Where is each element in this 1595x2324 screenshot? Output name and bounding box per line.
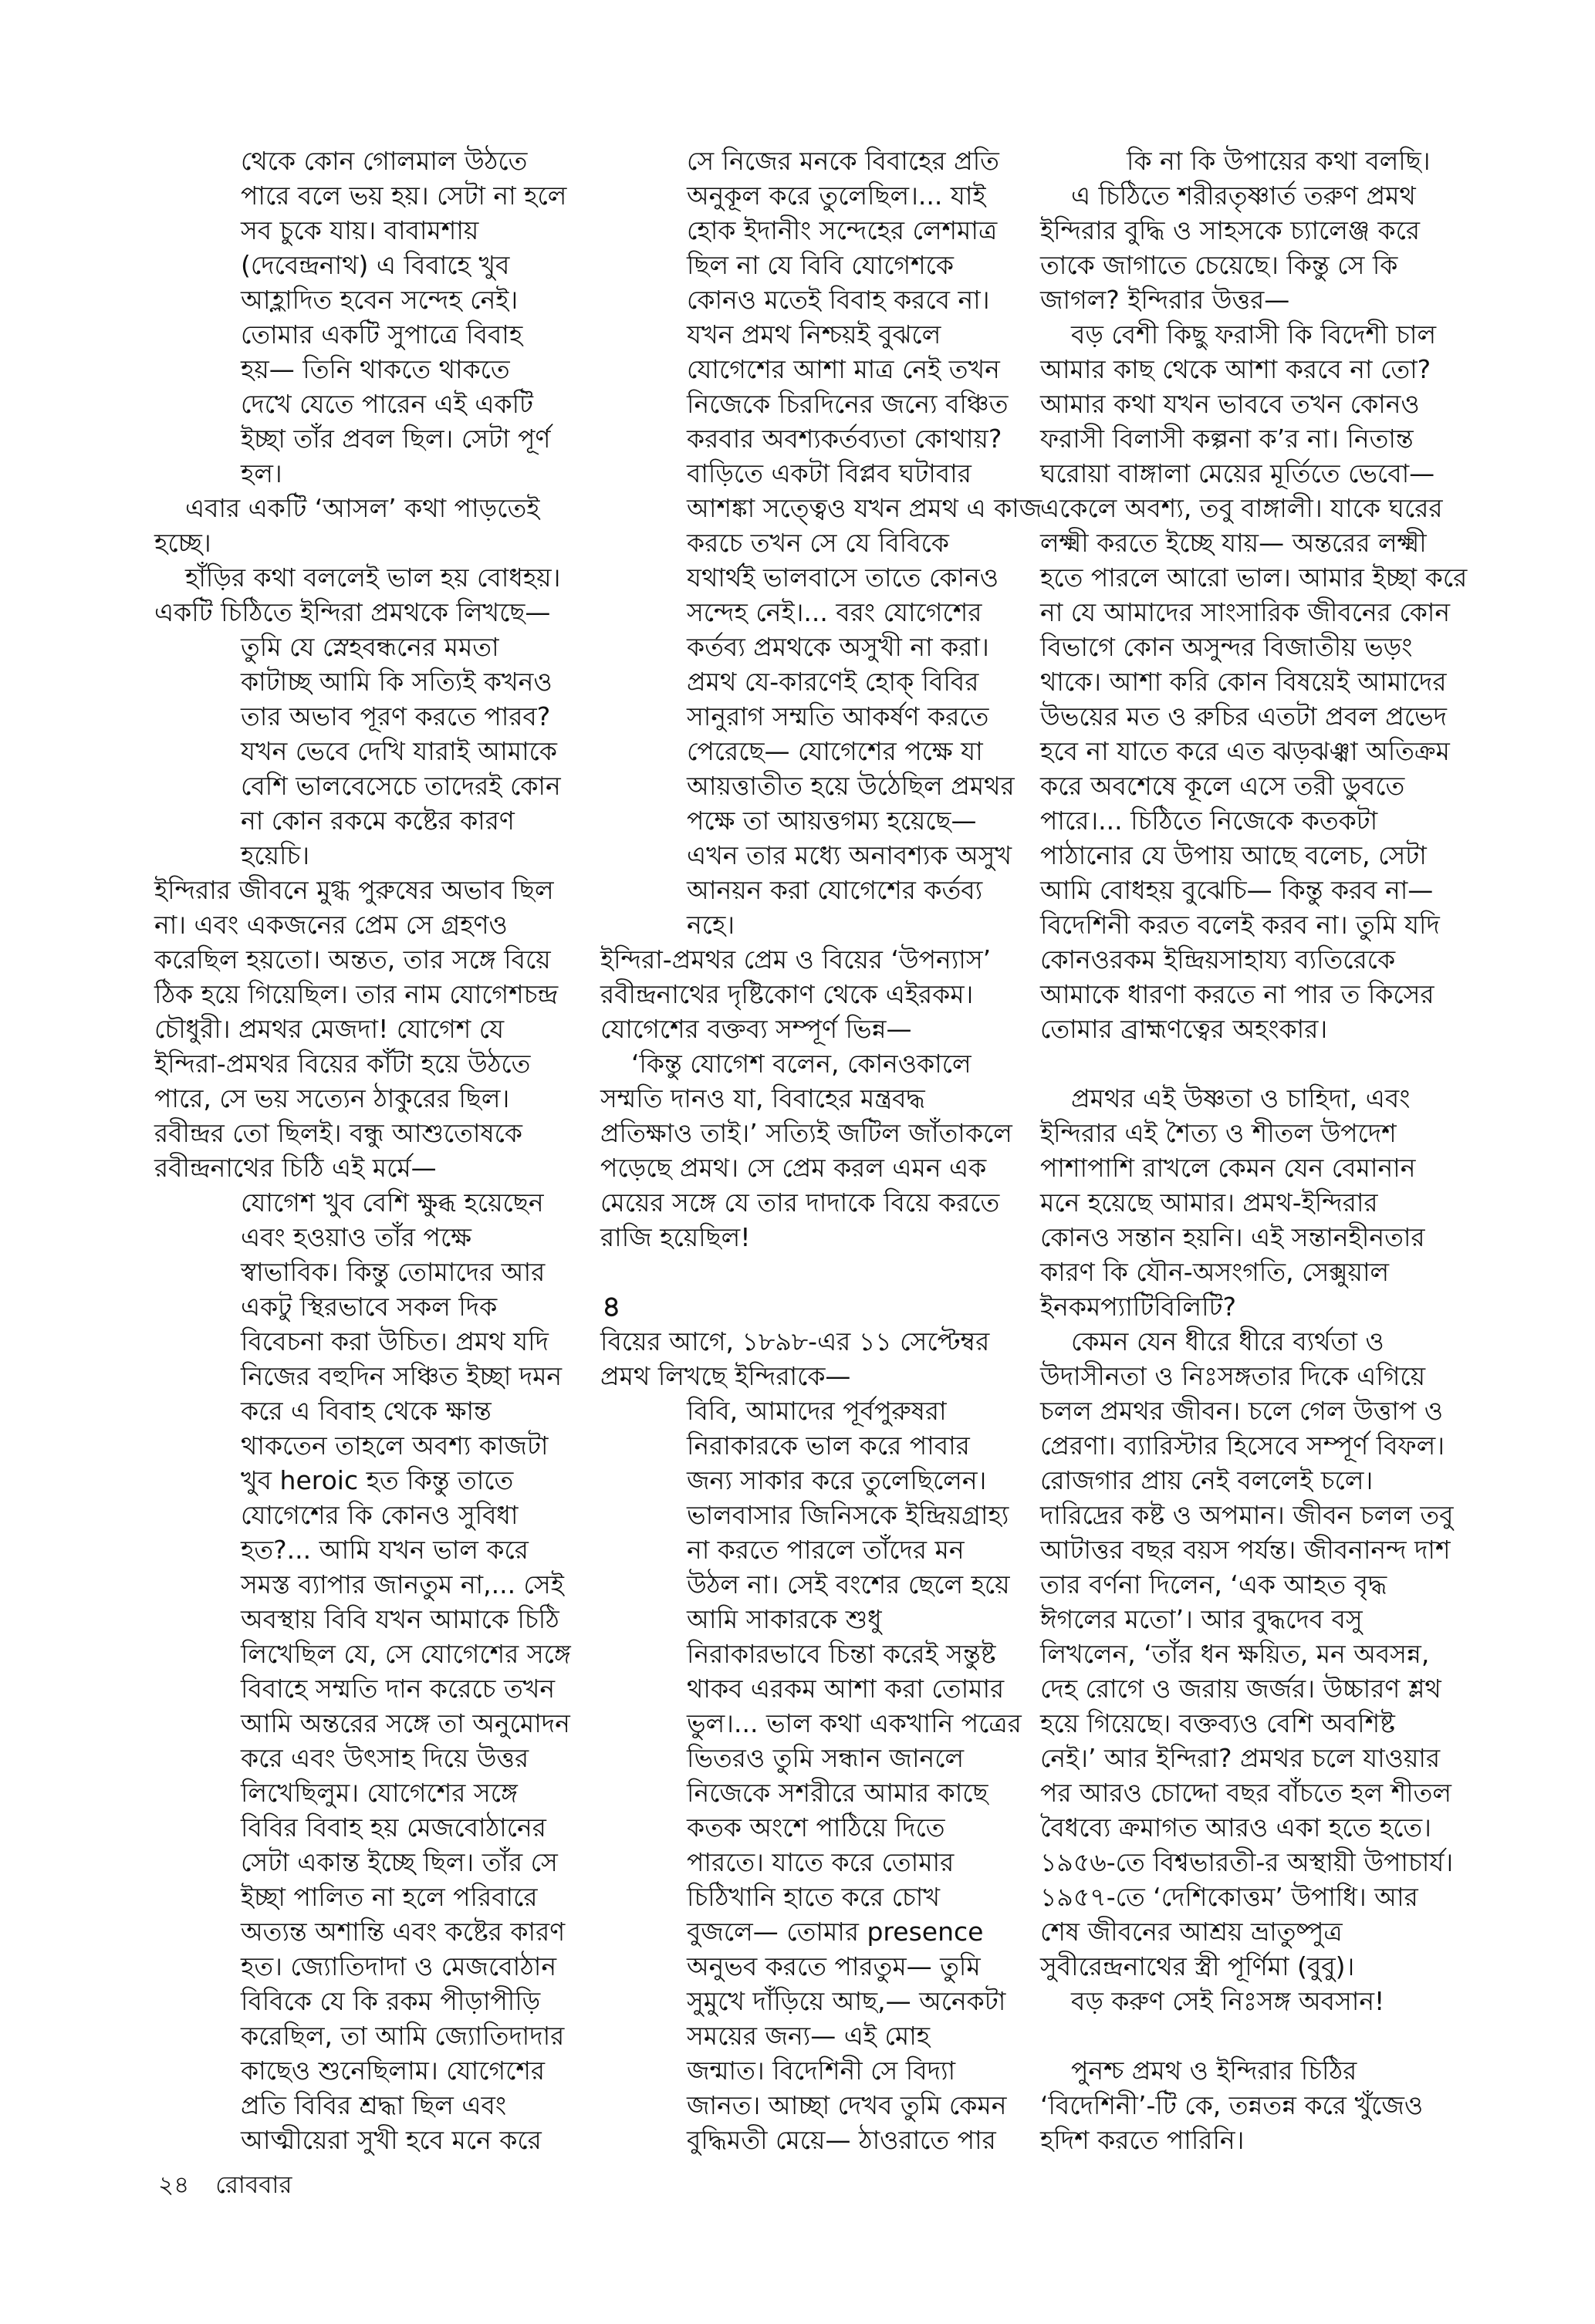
text-line: চিঠিখানি হাতে করে চোখ: [687, 1882, 941, 1912]
text-line: পড়েছে প্রমথ। সে প্রেম করল এমন এক: [600, 1153, 987, 1183]
text-line: নিরাকারভাবে চিন্তা করেই সন্তুষ্ট: [687, 1639, 996, 1669]
text-line: আনয়ন করা যোগেশের কর্তব্য: [687, 875, 983, 905]
text-line: কি না কি উপায়ের কথা বলছি।: [1127, 146, 1431, 176]
text-line: করে এবং উৎসাহ দিয়ে উত্তর: [241, 1743, 529, 1773]
text-line: এবং হওয়াও তাঁর পক্ষে: [241, 1222, 471, 1252]
text-line: একটি চিঠিতে ইন্দিরা প্রমথকে লিখছে—: [154, 597, 551, 627]
text-line: সেটা একান্ত ইচ্ছে ছিল। তাঁর সে: [241, 1847, 558, 1877]
text-line: দারিদ্রের কষ্ট ও অপমান। জীবন চলল তবু: [1040, 1500, 1454, 1530]
text-line: কোনও মতেই বিবাহ করবে না।: [687, 285, 990, 315]
text-line: উঠল না। সেই বংশের ছেলে হয়ে: [687, 1569, 1010, 1599]
text-line: করেছিল, তা আমি জ্যোতিদাদার: [241, 2021, 565, 2051]
text-line: একেলে অবশ্য, তবু বাঙ্গালী। যাকে ঘরের: [1040, 493, 1443, 523]
text-line: থাকতেন তাহলে অবশ্য কাজটা: [241, 1431, 549, 1461]
text-line: শেষ জীবনের আশ্রয় ভ্রাতুষ্পুত্র: [1040, 1917, 1343, 1947]
text-line: প্রমথর এই উষ্ণতা ও চাহিদা, এবং: [1071, 1083, 1411, 1113]
text-line: ভিতরও তুমি সন্ধান জানলে: [687, 1743, 965, 1773]
text-line: ঘরোয়া বাঙ্গালা মেয়ের মূর্তিতে ভেবো—: [1040, 458, 1435, 488]
text-line: ঠিক হয়ে গিয়েছিল। তার নাম যোগেশচন্দ্র: [154, 979, 559, 1009]
text-line: হাঁড়ির কথা বললেই ভাল হয় বোধহয়।: [185, 562, 561, 593]
text-line: নিরাকারকে ভাল করে পাবার: [687, 1431, 970, 1461]
text-line: রাজি হয়েছিল!: [600, 1222, 751, 1252]
text-line: প্রতিক্ষাও তাই।’ সত্যিই জটিল জাঁতাকলে: [600, 1118, 1012, 1148]
article-column-2: [600, 144, 1044, 2157]
text-line: আমি সাকারকে শুধু: [687, 1604, 882, 1634]
text-line: অনুকূল করে তুলেছিল।... যাই: [687, 181, 986, 211]
text-line: কোনওরকম ইন্দ্রিয়সাহায্য ব্যতিরেকে: [1040, 944, 1396, 975]
text-line: থেকে কোন গোলমাল উঠতে: [241, 146, 528, 176]
text-line: লিখলেন, ‘তাঁর ধন ক্ষয়িত, মন অবসন্ন,: [1040, 1639, 1430, 1669]
text-line: না কোন রকমে কষ্টের কারণ: [241, 806, 515, 836]
text-line: ইন্দিরা-প্রমথর প্রেম ও বিয়ের ‘উপন্যাস’: [600, 944, 992, 975]
text-line: বিবেচনা করা উচিত। প্রমথ যদি: [241, 1326, 549, 1356]
text-line: (দেবেন্দ্রনাথ) এ বিবাহে খুব: [241, 250, 510, 280]
text-line: হতে পারলে আরো ভাল। আমার ইচ্ছা করে: [1040, 562, 1468, 593]
text-line: ইচ্ছা তাঁর প্রবল ছিল। সেটা পূর্ণ: [241, 424, 551, 454]
text-line: কোনও সন্তান হয়নি। এই সন্তানহীনতার: [1040, 1222, 1425, 1252]
text-line: বিয়ের আগে, ১৮৯৮-এর ১১ সেপ্টেম্বর: [600, 1326, 990, 1356]
text-line: আমি বোধহয় বুঝেচি— কিন্তু করব না—: [1040, 875, 1434, 905]
blank-line: [1040, 2018, 1484, 2053]
text-line: না যে আমাদের সাংসারিক জীবনের কোন: [1040, 597, 1451, 627]
text-line: খুব heroic হত কিন্তু তাতে: [241, 1465, 514, 1495]
text-line: যখন প্রমথ নিশ্চয়ই বুঝলে: [687, 319, 941, 350]
text-line: সানুরাগ সম্মতি আকর্ষণ করতে: [687, 701, 989, 731]
text-line: হয়ে গিয়েছে। বক্তব্যও বেশি অবশিষ্ট: [1040, 1708, 1395, 1738]
text-line: হয়েচি।: [241, 840, 310, 870]
section-number: ৪: [602, 1289, 621, 1323]
text-line: কাটাচ্ছ আমি কি সত্যিই কখনও: [241, 667, 553, 697]
text-line: বড় বেশী কিছু ফরাসী কি বিদেশী চাল: [1071, 319, 1437, 350]
text-line: বিবাহে সম্মতি দান করেচে তখন: [241, 1674, 556, 1704]
text-line: হদিশ করতে পারিনি।: [1040, 2125, 1245, 2155]
text-line: আত্মীয়েরা সুখী হবে মনে করে: [241, 2125, 542, 2155]
text-line: দেহ রোগে ও জরায় জর্জর। উচ্চারণ শ্লথ: [1040, 1674, 1441, 1704]
text-line: পর আরও চোদ্দো বছর বাঁচতে হল শীতল: [1040, 1778, 1451, 1808]
text-line: বেশি ভালবেসেচে তাদেরই কোন: [241, 771, 561, 801]
text-line: না। এবং একজনের প্রেম সে গ্রহণও: [154, 910, 508, 940]
text-line: বিভাগে কোন অসুন্দর বিজাতীয় ভড়ং: [1040, 632, 1413, 662]
text-line: হল।: [241, 458, 282, 488]
text-line: জানত। আচ্ছা দেখব তুমি কেমন: [687, 2090, 1007, 2120]
text-line: না করতে পারলে তাঁদের মন: [687, 1535, 965, 1565]
text-line: অবস্থায় বিবি যখন আমাকে চিঠি: [241, 1604, 559, 1634]
text-line: হোক ইদানীং সন্দেহের লেশমাত্র: [687, 215, 998, 245]
text-line: যথার্থই ভালবাসে তাতে কোনও: [687, 562, 999, 593]
text-line: হবে না যাতে করে এত ঝড়ঝঞ্ঝা অতিক্রম: [1040, 736, 1450, 766]
text-line: তার বর্ণনা দিলেন, ‘এক আহত বৃদ্ধ: [1040, 1569, 1387, 1599]
text-line: কর্তব্য প্রমথকে অসুখী না করা।: [687, 632, 989, 662]
text-line: নেই।’ আর ইন্দিরা? প্রমথর চলে যাওয়ার: [1040, 1743, 1441, 1773]
text-line: সব চুকে যায়। বাবামশায়: [241, 215, 479, 245]
text-line: বুদ্ধিমতী মেয়ে— ঠাওরাতে পার: [687, 2125, 996, 2155]
text-line: আশঙ্কা সত্ত্বেও যখন প্রমথ এ কাজ: [687, 493, 1042, 523]
text-line: জন্মাত। বিদেশিনী সে বিদ্যা: [687, 2055, 956, 2086]
article-column-1: [154, 144, 598, 2157]
text-line: নিজেকে চিরদিনের জন্যে বঞ্চিত: [687, 389, 1009, 419]
text-line: আমাকে ধারণা করতে না পার ত কিসের: [1040, 979, 1434, 1009]
page-number: ২৪: [158, 2171, 190, 2199]
text-line: পারে, সে ভয় সত্যেন ঠাকুরের ছিল।: [154, 1083, 510, 1113]
text-line: এবার একটি ‘আসল’ কথা পাড়তেই: [185, 493, 540, 523]
text-line: প্রতি বিবির শ্রদ্ধা ছিল এবং: [241, 2090, 507, 2120]
text-line: যোগেশের আশা মাত্র নেই তখন: [687, 354, 1000, 384]
text-line: অনুভব করতে পারতুম— তুমি: [687, 1951, 981, 1981]
text-line: পাঠানোর যে উপায় আছে বলেচ, সেটা: [1040, 840, 1427, 870]
text-line: ইন্দিরার বুদ্ধি ও সাহসকে চ্যালেঞ্জ করে: [1040, 215, 1421, 245]
text-line: দেখে যেতে পারেন এই একটি: [241, 389, 533, 419]
text-line: ইন্দিরার জীবনে মুগ্ধ পুরুষের অভাব ছিল: [154, 875, 554, 905]
text-line: পক্ষে তা আয়ত্তগম্য হয়েছে—: [687, 806, 977, 836]
text-line: সম্মতি দানও যা, বিবাহের মন্ত্রবদ্ধ: [600, 1083, 925, 1113]
text-line: ইন্দিরা-প্রমথর বিয়ের কাঁটা হয়ে উঠতে: [154, 1049, 531, 1079]
text-line: কারণ কি যৌন-অসংগতি, সেক্সুয়াল: [1040, 1257, 1390, 1287]
text-line: আটাত্তর বছর বয়স পর্যন্ত। জীবনানন্দ দাশ: [1040, 1535, 1451, 1565]
text-line: জন্য সাকার করে তুলেছিলেন।: [687, 1465, 987, 1495]
text-line: থাকব এরকম আশা করা তোমার: [687, 1674, 1005, 1704]
blank-line: [1040, 1046, 1484, 1081]
text-line: তার অভাব পূরণ করতে পারব?: [241, 701, 551, 731]
text-line: রবীন্দ্রনাথের চিঠি এই মর্মে—: [154, 1153, 437, 1183]
text-line: প্রমথ যে-কারণেই হোক্‌ বিবির: [687, 667, 979, 697]
text-line: আমার কাছ থেকে আশা করবে না তো?: [1040, 354, 1431, 384]
text-line: রবীন্দ্রর তো ছিলই। বন্ধু আশুতোষকে: [154, 1118, 523, 1148]
text-line: ১৯৫৬-তে বিশ্বভারতী-র অস্থায়ী উপাচার্য।: [1040, 1847, 1454, 1877]
text-line: হচ্ছে।: [154, 528, 211, 558]
text-line: হয়— তিনি থাকতে থাকতে: [241, 354, 510, 384]
article-column-3: [1040, 144, 1484, 2157]
text-line: বৈধব্যে ক্রমাগত আরও একা হতে হতে।: [1040, 1812, 1431, 1843]
text-line: যোগেশের বক্তব্য সম্পূর্ণ ভিন্ন—: [600, 1014, 912, 1044]
text-line: বিদেশিনী করত বলেই করব না। তুমি যদি: [1040, 910, 1440, 940]
text-line: উভয়ের মত ও রুচির এতটা প্রবল প্রভেদ: [1040, 701, 1447, 731]
text-line: ছিল না যে বিবি যোগেশকে: [687, 250, 954, 280]
text-line: মেয়ের সঙ্গে যে তার দাদাকে বিয়ে করতে: [600, 1187, 1000, 1218]
text-line: যোগেশ খুব বেশি ক্ষুব্ধ হয়েছেন: [241, 1187, 544, 1218]
text-line: তাকে জাগাতে চেয়েছে। কিন্তু সে কি: [1040, 250, 1398, 280]
text-line: ‘বিদেশিনী’-টি কে, তন্নতন্ন করে খুঁজেও: [1040, 2090, 1424, 2120]
text-line: প্রমথ লিখছে ইন্দিরাকে—: [600, 1361, 851, 1391]
text-line: লিখেছিল যে, সে যোগেশের সঙ্গে: [241, 1639, 571, 1669]
text-line: পারে বলে ভয় হয়। সেটা না হলে: [241, 181, 567, 211]
text-line: আমি অন্তরের সঙ্গে তা অনুমোদন: [241, 1708, 570, 1738]
text-line: কেমন যেন ধীরে ধীরে ব্যর্থতা ও: [1071, 1326, 1384, 1356]
magazine-name: রোববার: [215, 2171, 292, 2199]
text-line: তোমার ব্রাহ্মণত্বের অহংকার।: [1040, 1014, 1328, 1044]
text-line: যখন ভেবে দেখি যারাই আমাকে: [241, 736, 557, 766]
text-line: ভুল।... ভাল কথা একখানি পত্রের: [687, 1708, 1022, 1738]
text-line: স্বাভাবিক। কিন্তু তোমাদের আর: [241, 1257, 546, 1287]
text-line: প্রেরণা। ব্যারিস্টার হিসেবে সম্পূর্ণ বিফল।: [1040, 1431, 1445, 1461]
text-line: মনে হয়েছে আমার। প্রমথ-ইন্দিরার: [1040, 1187, 1378, 1218]
text-line: লিখেছিলুম। যোগেশের সঙ্গে: [241, 1778, 518, 1808]
text-line: আমার কথা যখন ভাববে তখন কোনও: [1040, 389, 1420, 419]
text-line: বুজলে— তোমার presence: [687, 1917, 984, 1947]
blank-line: [600, 1255, 1044, 1289]
text-line: পারে।... চিঠিতে নিজেকে কতকটা: [1040, 806, 1378, 836]
text-line: ইচ্ছা পালিত না হলে পরিবারে: [241, 1882, 538, 1912]
text-line: থাকে। আশা করি কোন বিষয়েই আমাদের: [1040, 667, 1447, 697]
text-line: ১৯৫৭-তে ‘দেশিকোত্তম’ উপাধি। আর: [1040, 1882, 1418, 1912]
text-line: উদাসীনতা ও নিঃসঙ্গতার দিকে এগিয়ে: [1040, 1361, 1426, 1391]
text-line: বিবিকে যে কি রকম পীড়াপীড়ি: [241, 1986, 541, 2016]
text-line: বিবির বিবাহ হয় মেজবোঠানের: [241, 1812, 546, 1843]
text-line: পাশাপাশি রাখলে কেমন যেন বেমানান: [1040, 1153, 1416, 1183]
text-line: ইন্দিরার এই শৈত্য ও শীতল উপদেশ: [1040, 1118, 1397, 1148]
text-line: আয়ত্তাতীত হয়ে উঠেছিল প্রমথর: [687, 771, 1015, 801]
text-line: রোজগার প্রায় নেই বললেই চলে।: [1040, 1465, 1374, 1495]
text-line: হত?... আমি যখন ভাল করে: [241, 1535, 529, 1565]
text-line: ইনকমপ্যাটিবিলিটি?: [1040, 1292, 1237, 1322]
text-line: ভালবাসার জিনিসকে ইন্দ্রিয়গ্রাহ্য: [687, 1500, 1009, 1530]
text-line: তুমি যে স্নেহবন্ধনের মমতা: [241, 632, 499, 662]
text-line: পারতে। যাতে করে তোমার: [687, 1847, 955, 1877]
text-line: করেছিল হয়তো। অন্তত, তার সঙ্গে বিয়ে: [154, 944, 551, 975]
text-line: সমস্ত ব্যাপার জানতুম না,... সেই: [241, 1569, 564, 1599]
text-line: করে অবশেষে কূলে এসে তরী ডুবতে: [1040, 771, 1405, 801]
text-line: ফরাসী বিলাসী কল্পনা ক’র না। নিতান্ত: [1040, 424, 1414, 454]
text-line: পেরেছে— যোগেশের পক্ষে যা: [687, 736, 983, 766]
text-line: লক্ষ্মী করতে ইচ্ছে যায়— অন্তরের লক্ষ্মী: [1040, 528, 1427, 558]
text-line: চলল প্রমথর জীবন। চলে গেল উত্তাপ ও: [1040, 1396, 1444, 1426]
text-line: কতক অংশে পাঠিয়ে দিতে: [687, 1812, 945, 1843]
text-line: আহ্লাদিত হবেন সন্দেহ নেই।: [241, 285, 519, 315]
text-line: পুনশ্চ প্রমথ ও ইন্দিরার চিঠির: [1071, 2055, 1357, 2086]
text-line: বাড়িতে একটা বিপ্লব ঘটাবার: [687, 458, 972, 488]
text-line: চৌধুরী। প্রমথর মেজদা! যোগেশ যে: [154, 1014, 505, 1044]
text-line: ঈগলের মতো’। আর বুদ্ধদেব বসু: [1040, 1604, 1363, 1634]
text-line: নহে।: [687, 910, 735, 940]
text-line: এ চিঠিতে শরীরতৃষ্ণার্ত তরুণ প্রমথ: [1071, 181, 1416, 211]
text-line: সুবীরেন্দ্রনাথের স্ত্রী পূর্ণিমা (বুবু)।: [1040, 1951, 1355, 1981]
text-line: তোমার একটি সুপাত্রে বিবাহ: [241, 319, 523, 350]
text-line: একটু স্থিরভাবে সকল দিক: [241, 1292, 498, 1322]
text-line: কাছেও শুনেছিলাম। যোগেশের: [241, 2055, 546, 2086]
text-line: করবার অবশ্যকর্তব্যতা কোথায়?: [687, 424, 1002, 454]
page-footer: [158, 2170, 292, 2201]
text-line: করচে তখন সে যে বিবিকে: [687, 528, 949, 558]
text-line: সময়ের জন্য— এই মোহ: [687, 2021, 931, 2051]
text-line: অত্যন্ত অশান্তি এবং কষ্টের কারণ: [241, 1917, 566, 1947]
text-line: রবীন্দ্রনাথের দৃষ্টিকোণ থেকে এইরকম।: [600, 979, 974, 1009]
text-line: সন্দেহ নেই।... বরং যোগেশের: [687, 597, 982, 627]
text-line: সে নিজের মনকে বিবাহের প্রতি: [687, 146, 999, 176]
text-line: নিজেকে সশরীরে আমার কাছে: [687, 1778, 988, 1808]
text-line: ‘কিন্তু যোগেশ বলেন, কোনওকালে: [631, 1049, 972, 1079]
text-line: এখন তার মধ্যে অনাবশ্যক অসুখ: [687, 840, 1012, 870]
text-line: বড় করুণ সেই নিঃসঙ্গ অবসান!: [1071, 1986, 1385, 2016]
text-line: হত। জ্যোতিদাদা ও মেজবোঠান: [241, 1951, 557, 1981]
text-line: সুমুখে দাঁড়িয়ে আছ,— অনেকটা: [687, 1986, 1006, 2016]
text-line: নিজের বহুদিন সঞ্চিত ইচ্ছা দমন: [241, 1361, 563, 1391]
text-line: যোগেশের কি কোনও সুবিধা: [241, 1500, 519, 1530]
text-line: করে এ বিবাহ থেকে ক্ষান্ত: [241, 1396, 492, 1426]
text-line: বিবি, আমাদের পূর্বপুরুষরা: [687, 1396, 947, 1426]
text-line: জাগল? ইন্দিরার উত্তর—: [1040, 285, 1290, 315]
